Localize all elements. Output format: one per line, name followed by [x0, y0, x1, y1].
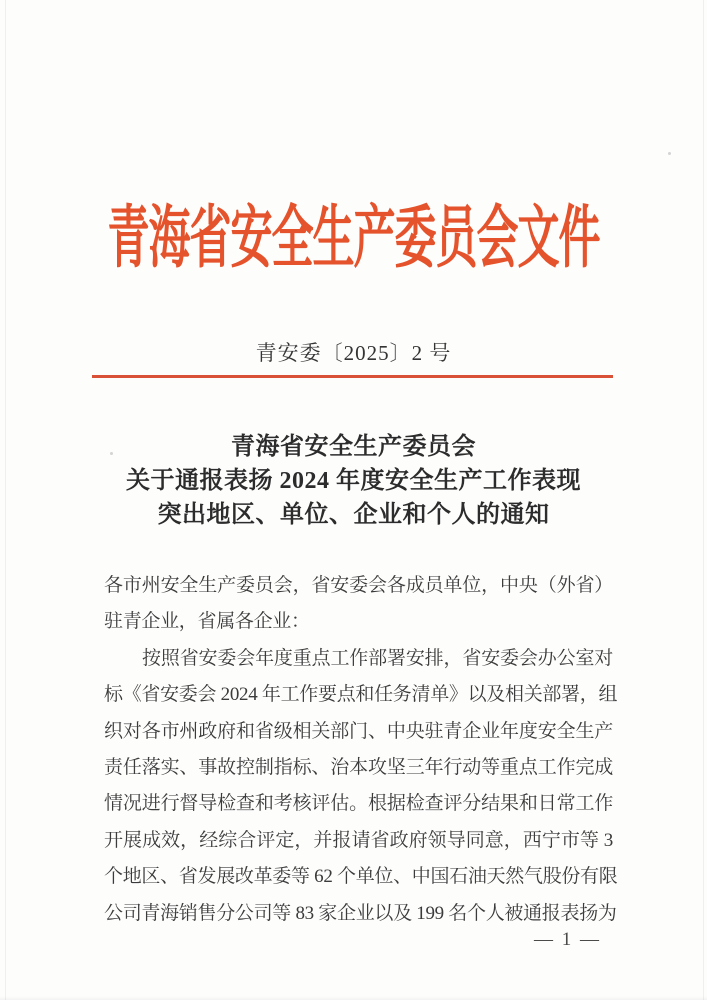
scan-edge-bottom — [0, 996, 707, 1000]
letterhead-banner — [0, 202, 707, 278]
notice-title-line-1: 青海省安全生产委员会 — [231, 434, 476, 460]
red-separator-line — [92, 375, 613, 378]
body-line: 责任落实、事故控制指标、治本攻坚三年行动等重点工作完成 — [104, 757, 613, 779]
body-line: 情况进行督导检查和考核评估。根据检查评分结果和日常工作 — [104, 793, 613, 815]
scan-speck — [668, 152, 671, 155]
notice-title — [0, 430, 707, 532]
page-number: — 1 — — [534, 929, 601, 950]
letterhead-title: 青海省安全生产委员会文件 — [107, 202, 600, 278]
body-line: 个地区、省发展改革委等 62 个单位、中国石油天然气股份有限 — [104, 866, 618, 888]
notice-title-line-2: 关于通报表扬 2024 年度安全生产工作表现 — [126, 468, 581, 494]
body-line: 按照省安委会年度重点工作部署安排，省安委会办公室对 — [142, 647, 613, 669]
body-line: 开展成效，经综合评定，并报请省政府领导同意，西宁市等 3 — [104, 829, 613, 851]
document-number: 青安委〔2025〕2 号 — [255, 341, 452, 365]
body-line: 织对各市州政府和省级相关部门、中央驻青企业年度安全生产 — [104, 720, 613, 742]
body-line: 各市州安全生产委员会，省安委会各成员单位，中央（外省） — [104, 575, 613, 596]
body-line: 驻青企业，省属各企业： — [104, 611, 310, 633]
notice-title-line-3: 突出地区、单位、企业和个人的通知 — [157, 502, 550, 528]
body-line: 标《省安委会 2024 年工作要点和任务清单》以及相关部署，组 — [104, 684, 618, 706]
document-body — [104, 568, 618, 932]
body-line: 公司青海销售分公司等 83 家企业以及 199 名个人被通报表扬为 — [104, 902, 617, 924]
